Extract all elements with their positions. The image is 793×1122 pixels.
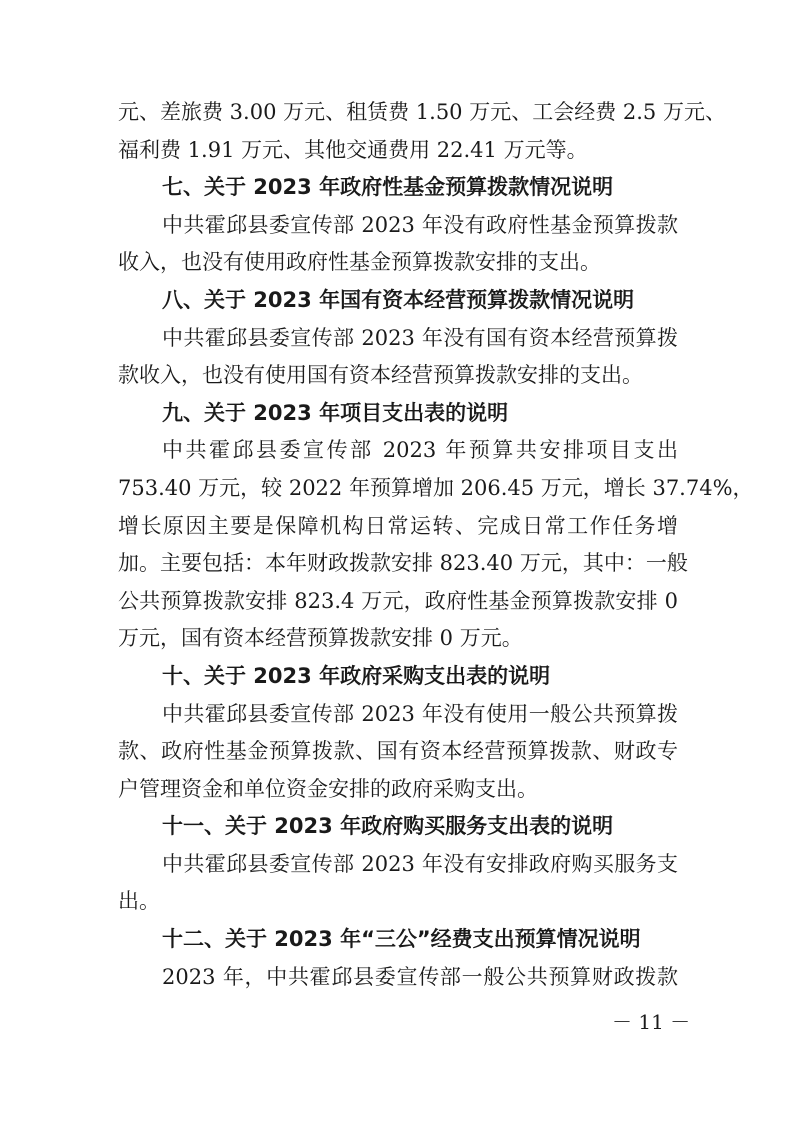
section-heading-7: 七、关于 2023 年政府性基金预算拨款情况说明 — [162, 175, 614, 200]
body-line: 出。 — [118, 889, 160, 914]
document-body — [118, 94, 754, 996]
body-line: 万元，国有资本经营预算拨款安排 0 万元。 — [118, 626, 523, 651]
body-line: 款、政府性基金预算拨款、国有资本经营预算拨款、财政专 — [118, 739, 678, 764]
body-line: 元、差旅费 3.00 万元、租赁费 1.50 万元、工会经费 2.5 万元、 — [118, 100, 726, 124]
body-line: 中共霍邱县委宣传部 2023 年没有安排政府购买服务支 — [162, 851, 678, 876]
body-line: 户管理资金和单位资金安排的政府采购支出。 — [118, 776, 538, 801]
body-line: 中共霍邱县委宣传部 2023 年没有使用一般公共预算拨 — [162, 701, 678, 726]
section-heading-10: 十、关于 2023 年政府采购支出表的说明 — [162, 663, 551, 688]
section-heading-11: 十一、关于 2023 年政府购买服务支出表的说明 — [162, 814, 614, 839]
section-heading-8: 八、关于 2023 年国有资本经营预算拨款情况说明 — [162, 287, 635, 312]
body-line: 中共霍邱县委宣传部 2023 年没有政府性基金预算拨款 — [162, 212, 678, 237]
body-line: 753.40 万元，较 2022 年预算增加 206.45 万元，增长 37.74%， — [118, 475, 754, 500]
body-line: 款收入，也没有使用国有资本经营预算拨款安排的支出。 — [118, 363, 643, 388]
body-line: 2023 年，中共霍邱县委宣传部一般公共预算财政拨款 — [162, 964, 678, 989]
body-line: 公共预算拨款安排 823.4 万元，政府性基金预算拨款安排 0 — [118, 588, 678, 613]
body-line: 中共霍邱县委宣传部 2023 年预算共安排项目支出 — [162, 438, 678, 463]
body-line: 收入，也没有使用政府性基金预算拨款安排的支出。 — [118, 250, 601, 275]
body-line: 福利费 1.91 万元、其他交通费用 22.41 万元等。 — [118, 137, 588, 162]
page-number: － 11 － — [612, 1010, 691, 1034]
section-heading-9: 九、关于 2023 年项目支出表的说明 — [162, 400, 509, 425]
body-line: 中共霍邱县委宣传部 2023 年没有国有资本经营预算拨 — [162, 325, 678, 350]
section-heading-12: 十二、关于 2023 年“三公”经费支出预算情况说明 — [162, 927, 641, 952]
body-line: 加。主要包括：本年财政拨款安排 823.40 万元，其中：一般 — [118, 551, 688, 576]
body-line: 增长原因主要是保障机构日常运转、完成日常工作任务增 — [118, 513, 678, 538]
